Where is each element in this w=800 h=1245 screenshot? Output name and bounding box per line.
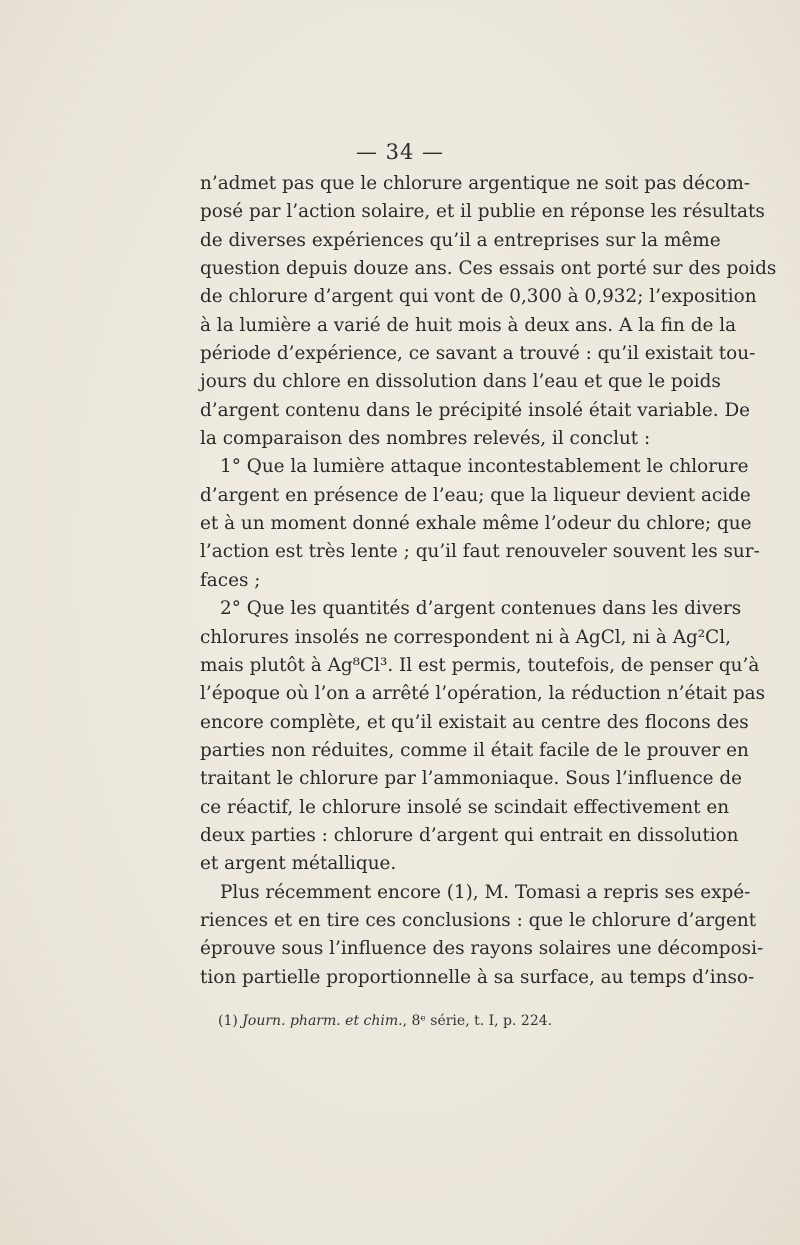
text-line: ce réactif, le chlorure insolé se scindait effectivement en — [200, 796, 730, 818]
text-line: mais plutôt à Ag⁸Cl³. Il est permis, toutefois, de penser qu’à — [200, 654, 760, 676]
text-line: à la lumière a varié de huit mois à deux ans. A la fin de la — [200, 314, 737, 336]
footnote-reference: , 8ᵉ série, t. I, p. 224. — [402, 1013, 553, 1029]
text-line: deux parties : chlorure d’argent qui entrait en dissolution — [200, 824, 739, 846]
text-line: et à un moment donné exhale même l’odeur du chlore; que — [200, 513, 752, 535]
footnote-marker: (1) — [218, 1013, 238, 1029]
text-line: chlorures insolés ne correspondent ni à AgCl, ni à Ag²Cl, — [200, 626, 731, 648]
page-number: — 34 — — [355, 140, 445, 164]
text-line: jours du chlore en dissolution dans l’eau et que le poids — [200, 371, 721, 393]
text-line: l’époque où l’on a arrêté l’opération, la réduction n’était pas — [200, 683, 766, 705]
text-line: période d’expérience, ce savant a trouvé : qu’il existait tou- — [200, 343, 756, 365]
text-line: n’admet pas que le chlorure argentique ne soit pas décom- — [200, 173, 750, 194]
text-line: éprouve sous l’influence des rayons solaires une décomposi- — [200, 938, 764, 960]
text-line: question depuis douze ans. Ces essais ont porté sur des poids — [200, 258, 777, 280]
text-line: de chlorure d’argent qui vont de 0,300 à 0,932; l’exposition — [200, 286, 757, 308]
text-line: l’action est très lente ; qu’il faut renouveler souvent les sur- — [200, 541, 760, 563]
footnote — [218, 1013, 552, 1029]
text-line: tion partielle proportionnelle à sa surface, au temps d’inso- — [200, 966, 755, 988]
text-line: de diverses expériences qu’il a entreprises sur la même — [200, 229, 721, 251]
text-line: encore complète, et qu’il existait au centre des flocons des — [200, 711, 749, 733]
text-line: 1° Que la lumière attaque incontestablement le chlorure — [220, 456, 749, 478]
text-line: parties non réduites, comme il était facile de le prouver en — [200, 739, 749, 761]
text-line: traitant le chlorure par l’ammoniaque. Sous l’influence de — [200, 768, 743, 790]
footnote-journal-title: Journ. pharm. et chim. — [242, 1013, 403, 1029]
text-line: 2° Que les quantités d’argent contenues dans les divers — [220, 598, 742, 620]
text-line: la comparaison des nombres relevés, il conclut : — [200, 428, 651, 450]
text-line: posé par l’action solaire, et il publie en réponse les résultats — [200, 201, 765, 223]
text-line: Plus récemment encore (1), M. Tomasi a repris ses expé- — [220, 881, 751, 903]
body-text — [200, 170, 777, 992]
text-line: d’argent contenu dans le précipité insolé était variable. De — [200, 399, 751, 421]
text-line: riences et en tire ces conclusions : que le chlorure d’argent — [200, 909, 757, 931]
text-line: et argent métallique. — [200, 853, 397, 875]
text-line: d’argent en présence de l’eau; que la liqueur devient acide — [200, 484, 751, 506]
text-line: faces ; — [200, 569, 261, 591]
